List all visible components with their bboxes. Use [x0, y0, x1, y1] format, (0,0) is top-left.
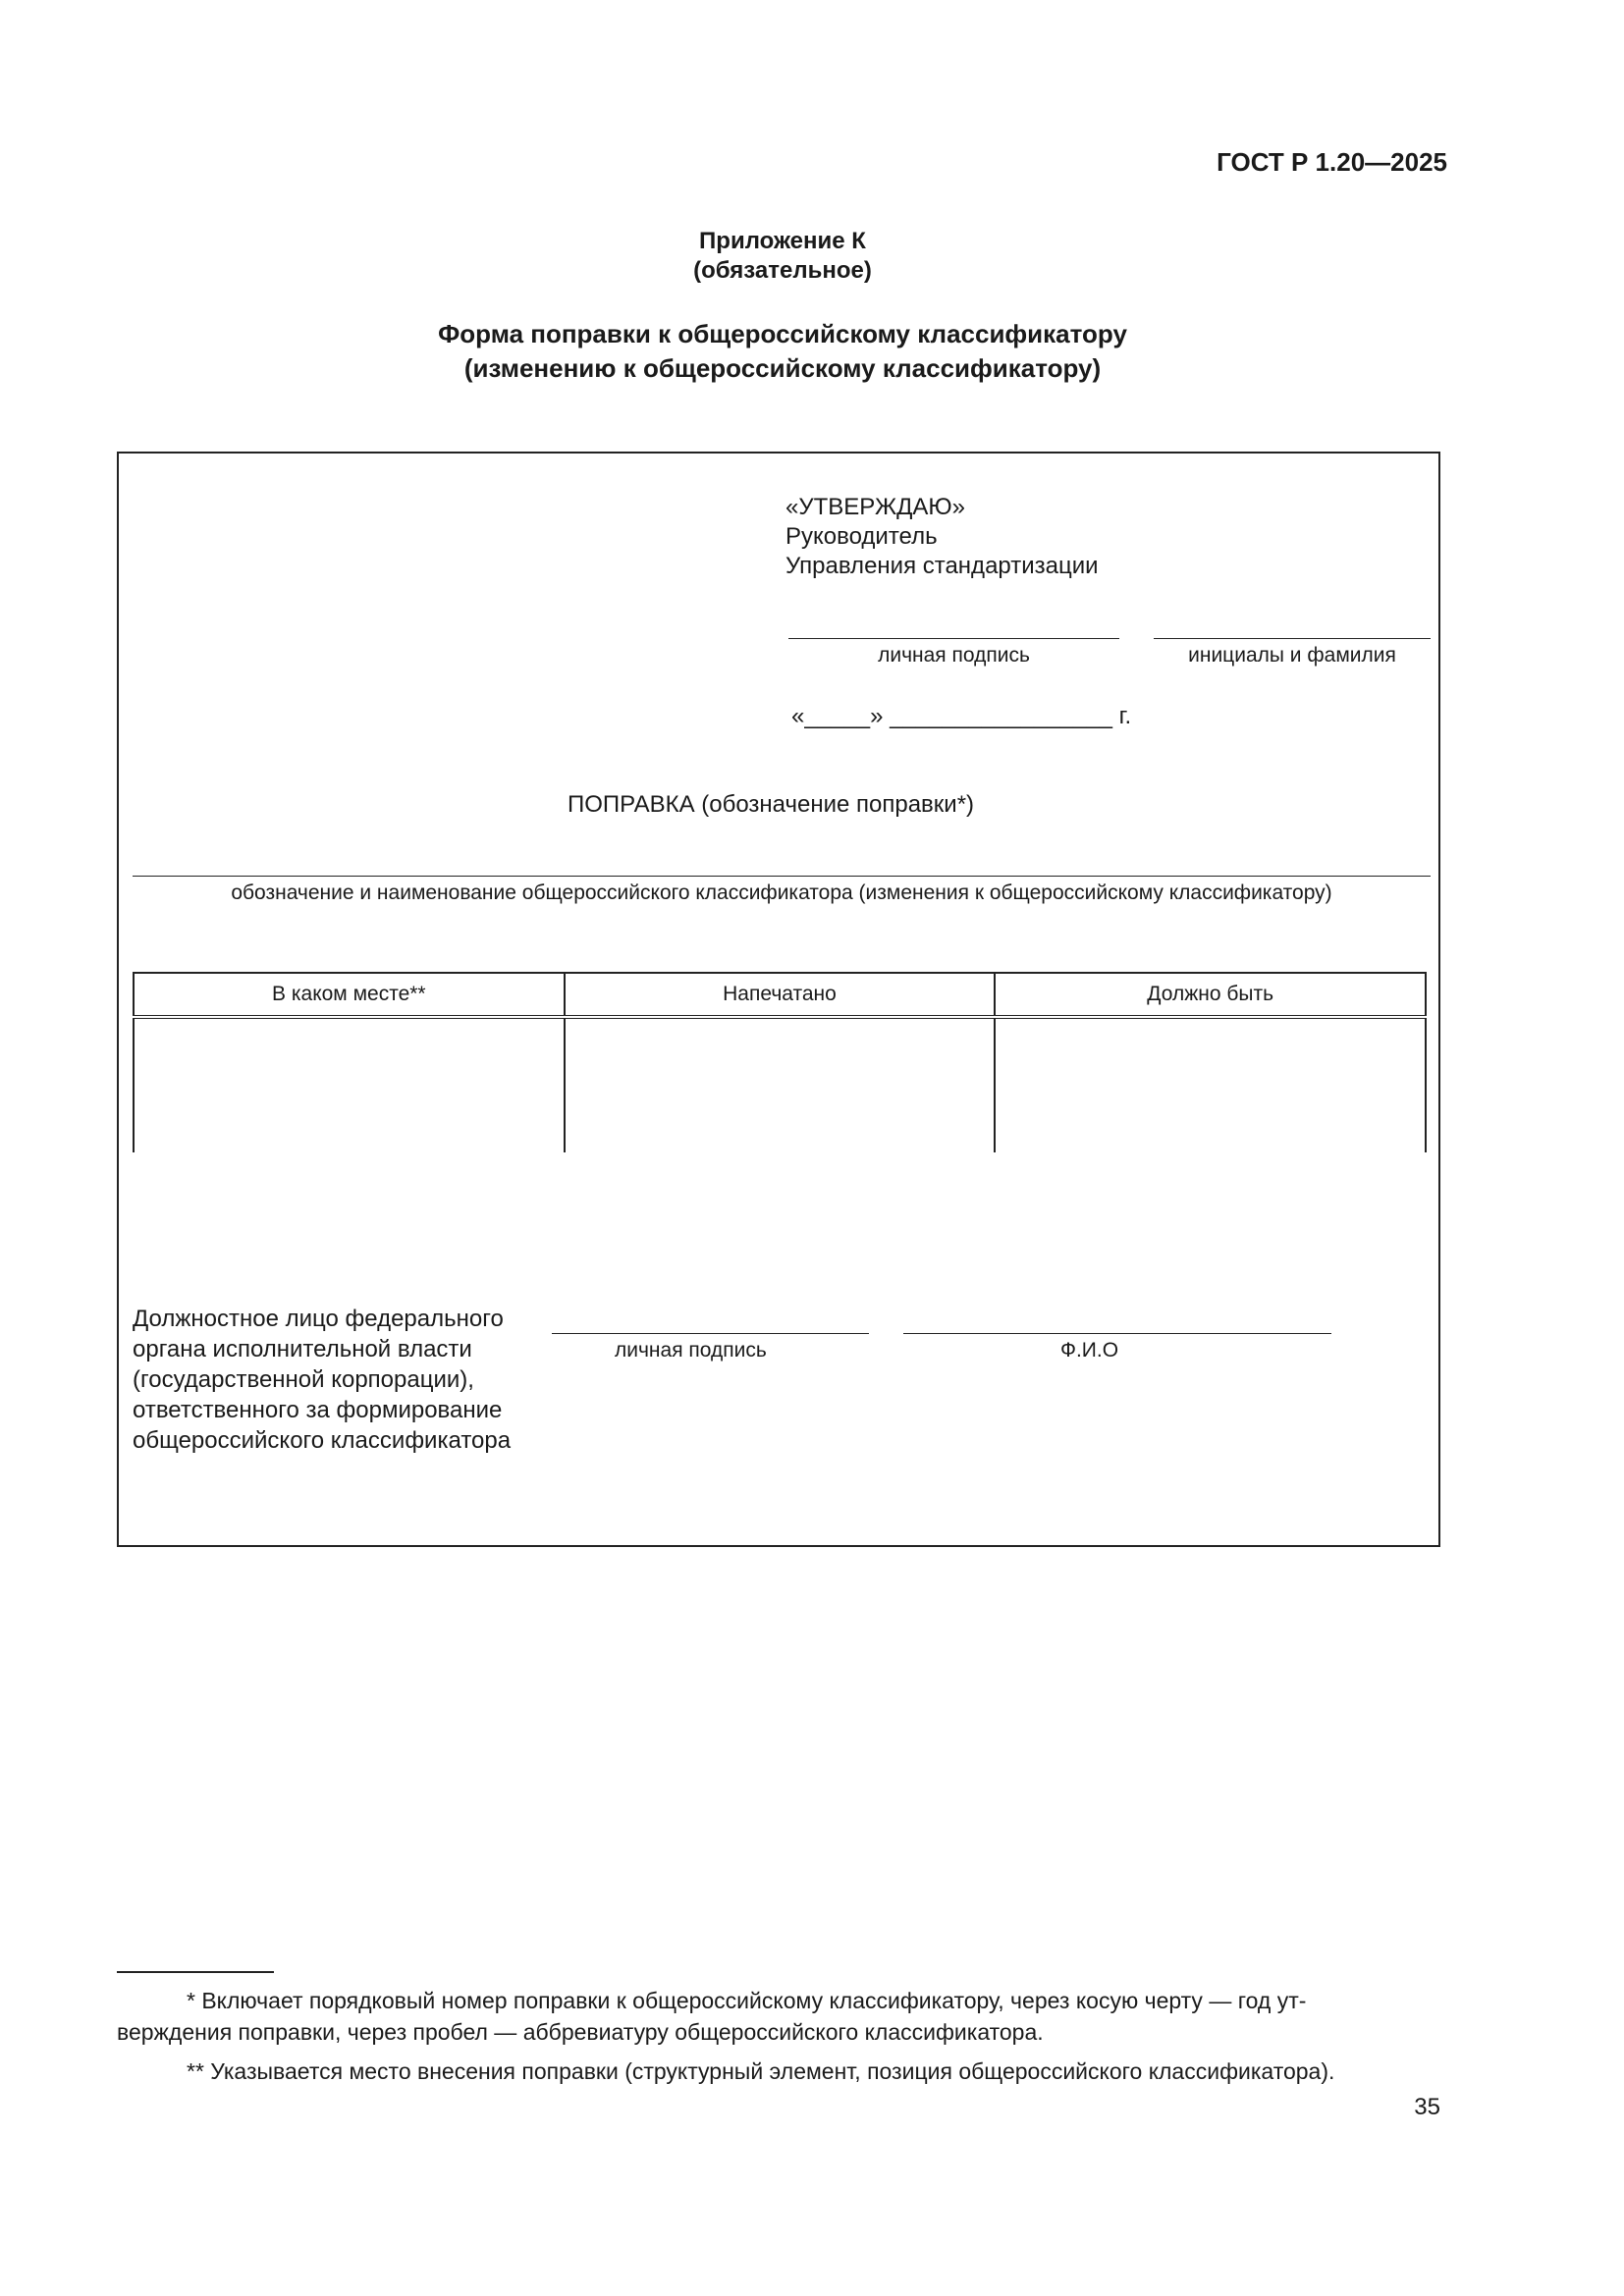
- document-code: ГОСТ Р 1.20—2025: [1217, 147, 1447, 177]
- table-row: [134, 1017, 1426, 1152]
- appendix-status: (обязательное): [693, 257, 872, 284]
- approval-date-line[interactable]: «_____» _________________ г.: [791, 703, 1132, 729]
- footnote-divider: [117, 1971, 274, 1973]
- official-line: ответственного за формирование: [133, 1397, 503, 1423]
- amendment-heading: ПОПРАВКА (обозначение поправки*): [568, 791, 975, 818]
- official-line: (государственной корпорации),: [133, 1366, 474, 1393]
- cell-location[interactable]: [134, 1017, 565, 1152]
- column-header-printed: Напечатано: [565, 973, 996, 1017]
- table-header-row: [134, 973, 1426, 1017]
- official-line: Должностное лицо федерального: [133, 1306, 504, 1332]
- footnote-2: ** Указывается место внесения поправки (структурный элемент, позиция общероссийского классификатора).: [187, 2058, 1335, 2084]
- footnote-1-line1: * Включает порядковый номер поправки к общероссийскому классификатору, через косую черту — год ут-: [187, 1988, 1307, 2013]
- appendix-title: Приложение К: [699, 228, 866, 254]
- official-name-caption: Ф.И.О: [1060, 1339, 1119, 1362]
- approver-department: Управления стандартизации: [785, 553, 1099, 579]
- footnote-1-line2: верждения поправки, через пробел — аббревиатуру общероссийского классификатора.: [117, 2019, 1044, 2045]
- approver-position: Руководитель: [785, 523, 938, 550]
- classifier-caption: обозначение и наименование общероссийского классификатора (изменения к общероссийскому классификатору): [231, 881, 1332, 904]
- approver-signature-caption: личная подпись: [878, 644, 1030, 667]
- approver-name-caption: инициалы и фамилия: [1188, 644, 1396, 667]
- official-line: общероссийского классификатора: [133, 1427, 512, 1454]
- cell-should-be[interactable]: [995, 1017, 1426, 1152]
- cell-printed[interactable]: [565, 1017, 996, 1152]
- classifier-line[interactable]: [133, 876, 1431, 877]
- approver-name-line[interactable]: [1154, 638, 1431, 639]
- form-title-line1: Форма поправки к общероссийскому классификатору: [438, 319, 1127, 348]
- corrections-table: [133, 972, 1427, 1152]
- official-description: [133, 1304, 511, 1456]
- column-header-location: В каком месте**: [134, 973, 565, 1017]
- form-title-line2: (изменению к общероссийскому классификатору): [463, 353, 1102, 383]
- approver-signature-line[interactable]: [788, 638, 1119, 639]
- official-line: органа исполнительной власти: [133, 1336, 472, 1362]
- official-name-line[interactable]: [903, 1333, 1331, 1334]
- column-header-should-be: Должно быть: [995, 973, 1426, 1017]
- approve-stamp: «УТВЕРЖДАЮ»: [785, 494, 966, 520]
- official-signature-caption: личная подпись: [615, 1339, 767, 1362]
- official-signature-line[interactable]: [552, 1333, 869, 1334]
- page-number: 35: [1414, 2094, 1440, 2120]
